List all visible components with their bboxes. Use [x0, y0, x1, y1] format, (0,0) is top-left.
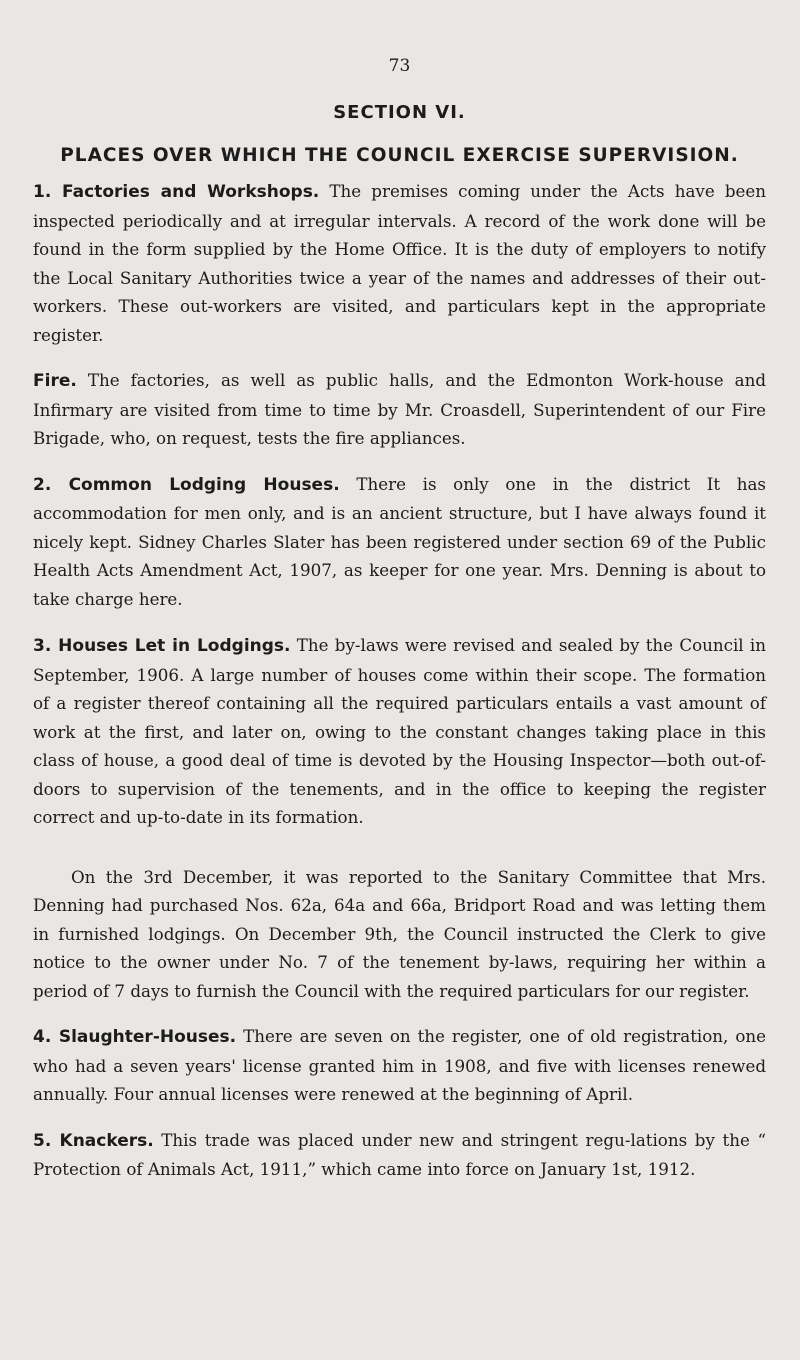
paragraph-text: There is only one in the district It has accommodation for men only, and is an ancient structure, but I have always found it nicely kept. Sidney Charles Slater has been registered under section 69 of the Public Health Acts Amendment Act, 1907, as keeper for one year. Mrs. Denning is about to take charge here.: [33, 473, 766, 609]
paragraph-houses-let-in-lodgings: [33, 631, 766, 832]
paragraph-lead: 4. Slaughter-Houses.: [33, 1027, 237, 1047]
page-number: 73: [388, 56, 411, 76]
paragraph-text: This trade was placed under new and stringent regu-lations by the “ Protection of Animals Act, 1911,” which came into force on January 1st, 1912.: [33, 1129, 766, 1179]
paragraph-slaughter-houses: [33, 1022, 766, 1109]
paragraph-knackers: [33, 1126, 766, 1184]
paragraph-lead: 2. Common Lodging Houses.: [33, 474, 340, 495]
paragraph-common-lodging-houses: [33, 470, 766, 614]
paragraph-fire: [33, 366, 766, 453]
paragraph-lead: 1. Factories and Workshops.: [33, 182, 320, 202]
paragraph-text: There are seven on the register, one of old registration, one who had a seven years' license granted him in 1908, and five with licenses renewed annually. Four annual licenses were renewed at the beginning of April.: [33, 1026, 766, 1104]
paragraph-denning-report: [33, 863, 766, 1006]
paragraph-text: The by-laws were revised and sealed by the Council in September, 1906. A large number of houses come within their scope. The formation of a register thereof containing all the required particulars entails a vast amount of work at the first, and later on, owing to the constant changes taking place in this class of house, a good deal of time is devoted by the Housing Inspector—both out-of-doors to supervision of the tenements, and in the office to keeping the register correct and up-to-date in its formation.: [33, 635, 766, 827]
paragraph-text: The factories, as well as public halls, and the Edmonton Work-house and Infirmary are visited from time to time by Mr. Croasdell, Superintendent of our Fire Brigade, who, on request, tests the fire appliances.: [33, 370, 766, 448]
section-title: SECTION VI.: [333, 102, 466, 123]
paragraph-lead: Fire.: [33, 371, 77, 391]
paragraph-text: The premises coming under the Acts have been inspected periodically and at irregular intervals. A record of the work done will be found in the form supplied by the Home Office. It is the duty of employers to notify the Local Sanitary Authorities twice a year of the names and addresses of their out-workers. These out-workers are visited, and particulars kept in the appropriate register.: [33, 181, 767, 345]
paragraph-lead: 5. Knackers.: [33, 1130, 154, 1151]
paragraph-factories-workshops: [33, 177, 766, 349]
main-heading: PLACES OVER WHICH THE COUNCIL EXERCISE SUPERVISION.: [60, 145, 739, 166]
paragraph-text: On the 3rd December, it was reported to the Sanitary Committee that Mrs. Denning had purchased Nos. 62a, 64a and 66a, Bridport Road and was letting them in furnished lodgings. On December 9th, the Council instructed the Clerk to give notice to the owner under No. 7 of the tenement by-laws, requiring her within a period of 7 days to furnish the Council with the required particulars for our register.: [33, 866, 766, 1001]
paragraph-lead: 3. Houses Let in Lodgings.: [33, 636, 291, 656]
